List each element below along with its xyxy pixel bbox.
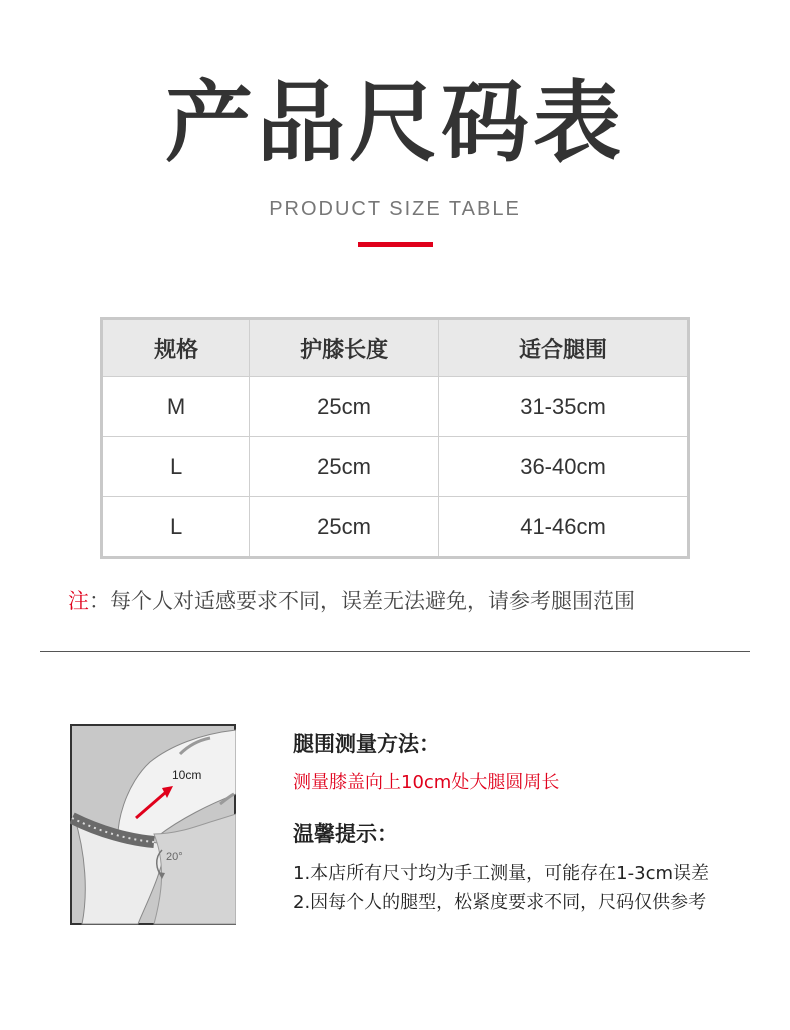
header-length: 护膝长度 (250, 319, 439, 377)
cell-size: L (102, 437, 250, 497)
size-table (100, 317, 690, 559)
knee-measurement-illustration (70, 724, 236, 925)
header-leg-circumference: 适合腿围 (439, 319, 689, 377)
table-row (102, 377, 689, 437)
table-row (102, 437, 689, 497)
page-subtitle: PRODUCT SIZE TABLE (269, 198, 521, 220)
measurement-instruction: 测量膝盖向上10cm处大腿圆周长 (293, 772, 560, 793)
cell-length: 25cm (250, 497, 439, 558)
page-title: 产品尺码表 (164, 71, 625, 174)
tip-item: 1.本店所有尺寸均为手工测量，可能存在1-3cm误差 (293, 863, 710, 884)
cell-length: 25cm (250, 377, 439, 437)
accent-bar (358, 242, 433, 247)
size-note (68, 585, 635, 615)
note-prefix: 注 (68, 589, 89, 613)
tip-item: 2.因每个人的腿型，松紧度要求不同，尺码仅供参考 (293, 892, 707, 913)
table-header-row (102, 319, 689, 377)
length-label: 10cm (172, 768, 202, 782)
cell-circumference: 41-46cm (439, 497, 689, 558)
section-divider (40, 651, 750, 652)
cell-size: L (102, 497, 250, 558)
cell-circumference: 36-40cm (439, 437, 689, 497)
tips-title: 温馨提示： (293, 822, 398, 846)
cell-circumference: 31-35cm (439, 377, 689, 437)
table-row (102, 497, 689, 558)
note-text: ：每个人对适感要求不同，误差无法避免，请参考腿围范围 (89, 589, 635, 613)
angle-label: 20° (166, 851, 183, 863)
cell-size: M (102, 377, 250, 437)
header-size: 规格 (102, 319, 250, 377)
measurement-title: 腿围测量方法： (293, 732, 440, 756)
cell-length: 25cm (250, 437, 439, 497)
